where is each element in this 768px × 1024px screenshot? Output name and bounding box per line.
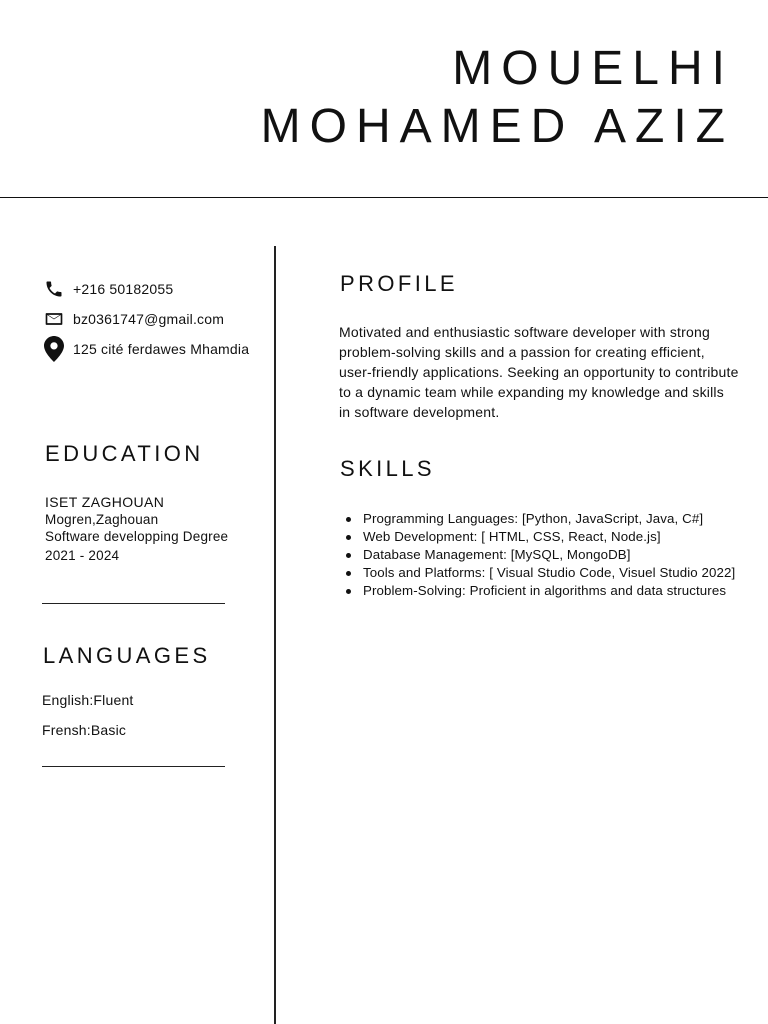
- education-title: EDUCATION: [45, 441, 204, 466]
- contact-phone: [44, 274, 249, 304]
- language-french: Frensh:Basic: [42, 722, 127, 738]
- email-text: bz0361747@gmail.com: [73, 311, 225, 327]
- skills-list: [345, 510, 745, 600]
- name-header: [261, 40, 734, 156]
- contact-email: [44, 304, 249, 334]
- school-location: Mogren,Zaghouan: [45, 512, 159, 527]
- header-divider: [0, 197, 768, 198]
- first-name: MOHAMED AZIZ: [260, 100, 734, 153]
- phone-text: +216 50182055: [73, 281, 174, 297]
- skill-item: Programming Languages: [Python, JavaScript, Java, C#]: [345, 510, 745, 528]
- mail-icon: [44, 309, 64, 329]
- skill-item: Problem-Solving: Proficient in algorithms and data structures: [345, 582, 745, 600]
- contact-address: [44, 334, 249, 364]
- language-english: English:Fluent: [42, 692, 134, 708]
- skill-item: Web Development: [ HTML, CSS, React, Node.js]: [345, 528, 745, 546]
- degree-name: Software developping Degree: [45, 529, 229, 544]
- education-entry: [45, 494, 228, 564]
- profile-title: PROFILE: [340, 271, 458, 296]
- location-pin-icon: [44, 339, 64, 359]
- address-text: 125 cité ferdawes Mhamdia: [73, 341, 250, 357]
- skill-item: Tools and Platforms: [ Visual Studio Code, Visuel Studio 2022]: [345, 564, 745, 582]
- education-years: 2021 - 2024: [45, 548, 120, 563]
- last-name: MOUELHI: [452, 42, 734, 95]
- column-divider: [274, 246, 276, 1024]
- school-name: ISET ZAGHOUAN: [45, 494, 165, 510]
- profile-text: Motivated and enthusiastic software developer with strong problem-solving skills and a passion for creating efficient, user-friendly applications. Seeking an opportunity to contribute to a dynamic team while expanding my knowledge and skills in software development.: [339, 324, 739, 420]
- phone-icon: [44, 279, 64, 299]
- skill-item: Database Management: [MySQL, MongoDB]: [345, 546, 745, 564]
- education-divider: [42, 603, 225, 604]
- contact-list: [44, 274, 249, 364]
- skills-title: SKILLS: [340, 456, 436, 481]
- languages-divider: [42, 766, 225, 767]
- languages-title: LANGUAGES: [43, 643, 211, 668]
